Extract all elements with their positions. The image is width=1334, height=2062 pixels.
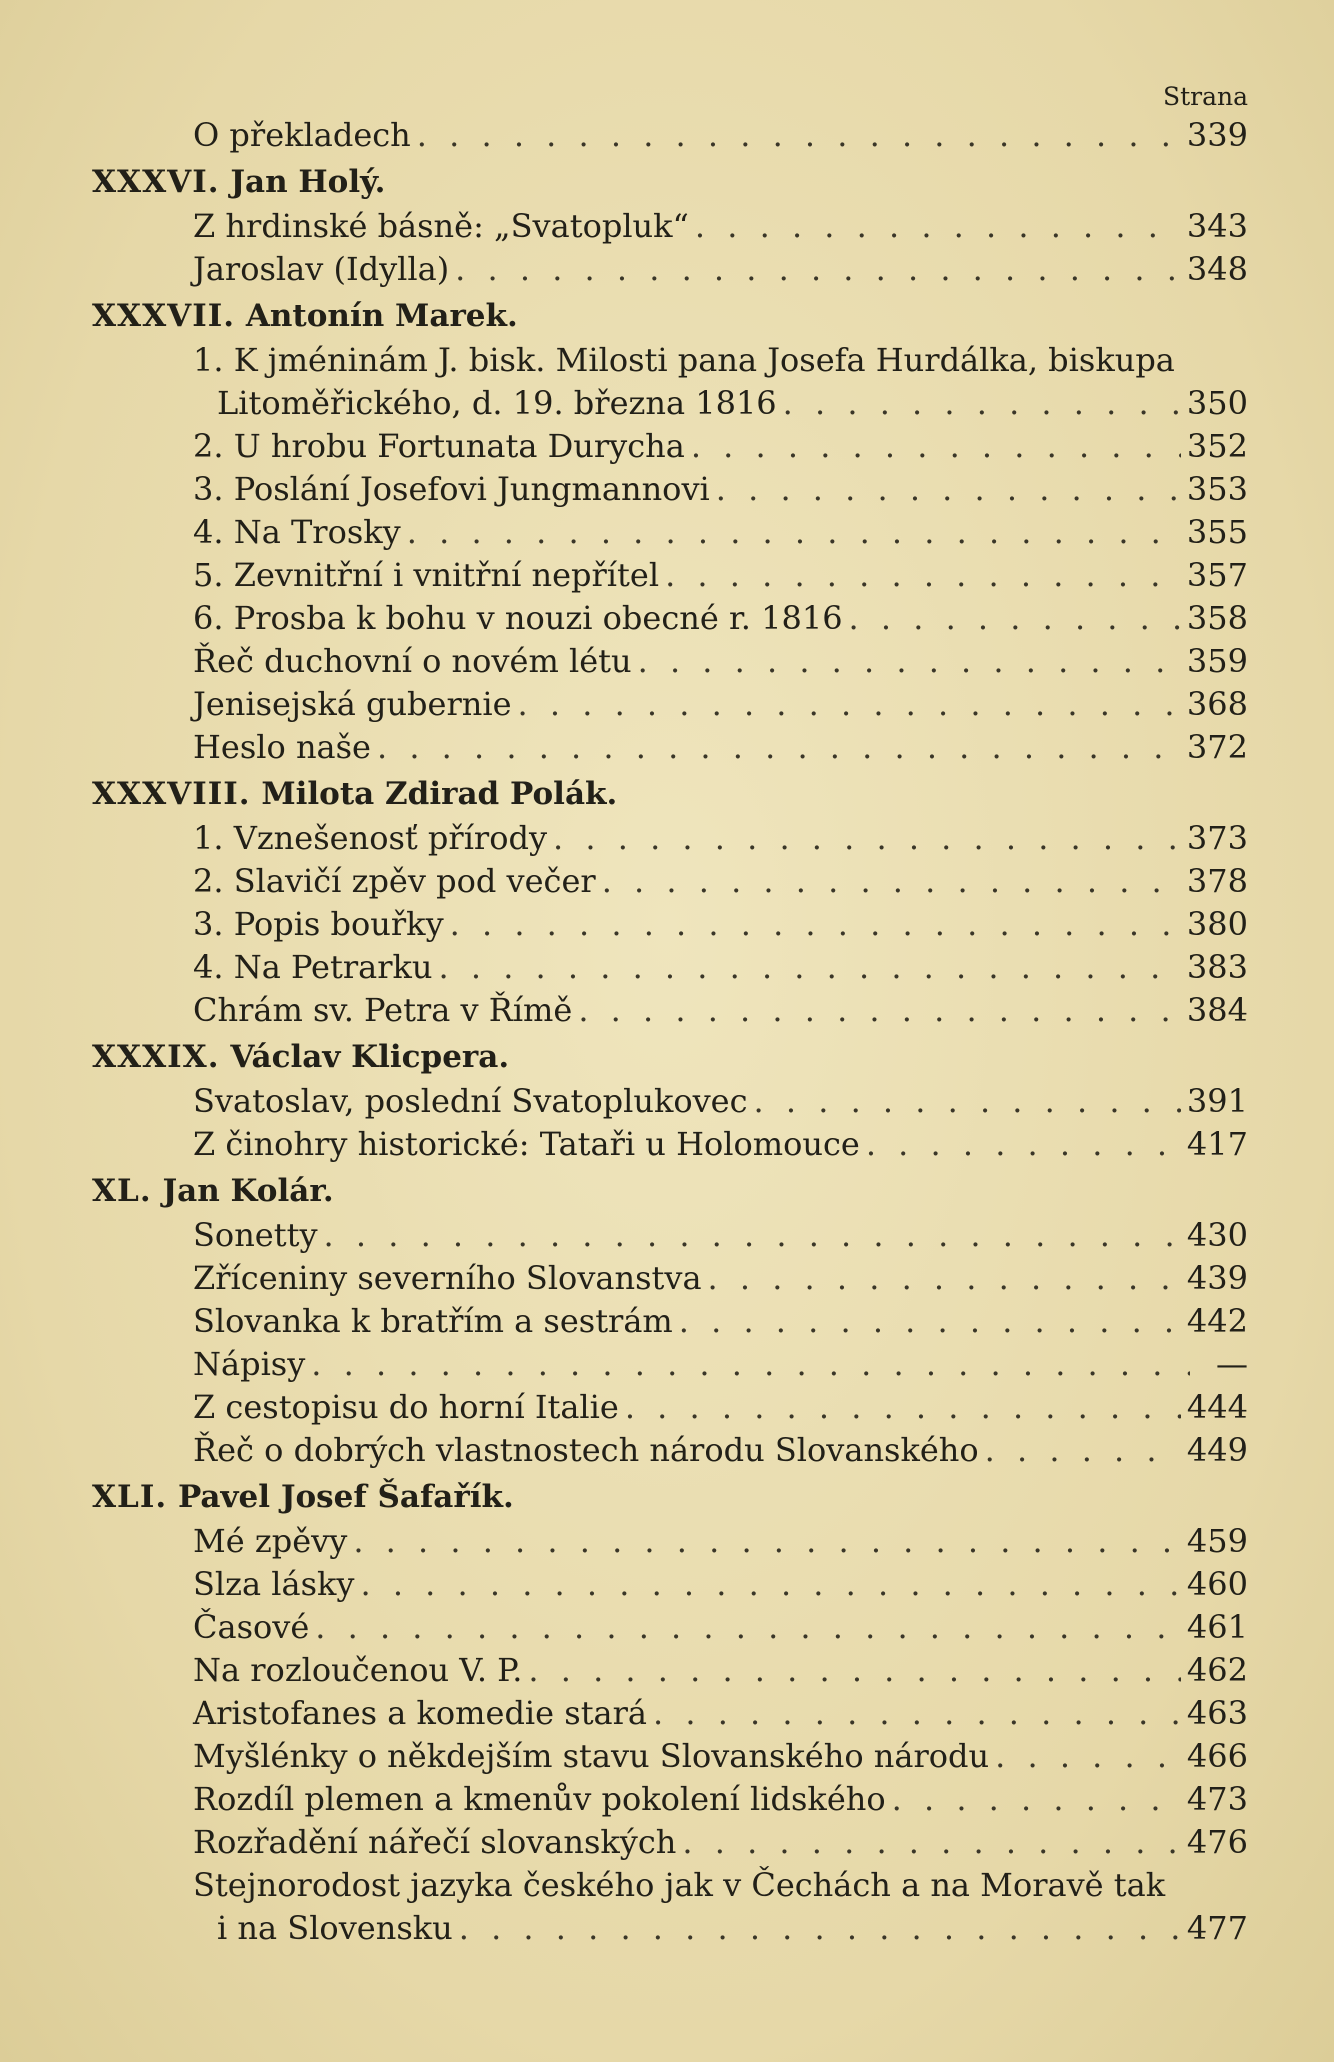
entry-title: 5. Zevnitřní i vnitřní nepřítel [193,556,660,594]
toc-entry [92,946,1282,989]
entry-page-number: 373 [1186,819,1248,857]
dot-leader [360,1563,1180,1606]
toc-entry [92,1429,1282,1472]
dot-leader [849,597,1181,640]
entry-title: O překladech [193,116,411,154]
dot-leader [866,1123,1181,1166]
toc-entry [92,1907,1282,1950]
toc-entry [92,1080,1282,1123]
section-number: XLI. [92,1479,168,1515]
section-number: XXXVIII. [92,776,251,812]
toc-entry-continued [92,339,1282,382]
dot-leader [716,468,1181,511]
entry-title: Myšlénky o někdejším stavu Slovanského národu [193,1737,990,1775]
toc-entry-continued [92,1864,1282,1907]
toc-entry [92,382,1282,425]
section-author: Antonín Marek. [245,298,518,334]
toc-entry [92,1821,1282,1864]
section-number: XL. [92,1173,152,1209]
entry-page-number: 460 [1186,1565,1248,1603]
dot-leader [439,946,1181,989]
entry-title: 2. Slavičí zpěv pod večer [193,862,596,900]
dot-leader [518,683,1181,726]
entry-title: Časové [193,1608,310,1646]
section-number: XXXVII. [92,298,236,334]
section-heading [92,772,1282,817]
section-heading [92,294,1282,339]
entry-page-number: 477 [1186,1909,1248,1947]
dot-leader [695,205,1181,248]
toc-entry [92,205,1282,248]
entry-page-number: 462 [1186,1651,1248,1689]
entry-title: 3. Popis bouřky [193,905,444,943]
toc-entry [92,1649,1282,1692]
entry-title: Litoměřického, d. 19. března 1816 [217,384,777,422]
dot-leader [638,640,1181,683]
toc-entry [92,1520,1282,1563]
dot-leader [682,1821,1181,1864]
table-of-contents [92,114,1282,1950]
dot-leader [459,1907,1181,1950]
entry-title: Z činohry historické: Tataři u Holomouce [193,1125,860,1163]
entry-title: Rozdíl plemen a kmenův pokolení lidského [193,1780,886,1818]
entry-title: Svatoslav, poslední Svatoplukovec [193,1082,748,1120]
entry-page-number: 348 [1186,250,1248,288]
section-heading [92,160,1282,205]
section-heading [92,1169,1282,1214]
entry-title: Sonetty [193,1216,318,1254]
toc-entry [92,1300,1282,1343]
dot-leader [691,425,1181,468]
toc-entry [92,425,1282,468]
dot-leader [995,1735,1181,1778]
entry-title: Stejnorodost jazyka českého jak v Čechách a na Moravě tak [193,1866,1166,1904]
entry-page-number: 358 [1186,599,1248,637]
entry-page-number: 352 [1186,427,1248,465]
toc-entry [92,640,1282,683]
entry-title: Slovanka k bratřím a sestrám [193,1302,673,1340]
entry-page-number: 459 [1186,1522,1248,1560]
dot-leader [311,1343,1190,1386]
entry-page-number: 355 [1186,513,1248,551]
section-number: XXXIX. [92,1039,220,1075]
entry-title: 4. Na Trosky [193,513,401,551]
entry-title: Chrám sv. Petra v Římě [193,991,573,1029]
entry-page-number: 384 [1186,991,1248,1029]
toc-entry [92,683,1282,726]
entry-title: Jenisejská gubernie [193,685,512,723]
dot-leader [417,114,1181,157]
dot-leader [679,1300,1181,1343]
dot-leader [665,554,1181,597]
dot-leader [377,726,1181,769]
entry-title: Aristofanes a komedie stará [193,1694,647,1732]
entry-page-number: 476 [1186,1823,1248,1861]
section-author: Jan Kolár. [162,1173,334,1209]
dot-leader [450,903,1181,946]
section-heading [92,1475,1282,1520]
dot-leader [892,1778,1181,1821]
toc-entry [92,114,1282,157]
toc-entry [92,1692,1282,1735]
entry-title: Řeč duchovní o novém létu [193,642,632,680]
dot-leader [578,989,1181,1032]
entry-page-number: 430 [1186,1216,1248,1254]
toc-entry [92,860,1282,903]
dot-leader [602,860,1181,903]
section-number: XXXVI. [92,164,220,200]
toc-entry [92,1606,1282,1649]
entry-page-number: 463 [1186,1694,1248,1732]
entry-page-number: 350 [1186,384,1248,422]
entry-page-number: 444 [1186,1388,1248,1426]
entry-title: 6. Prosba k bohu v nouzi obecné r. 1816 [193,599,843,637]
entry-title: Rozřadění nářečí slovanských [193,1823,677,1861]
entry-title: Nápisy [193,1345,306,1383]
toc-entry [92,1778,1282,1821]
dot-leader [353,1520,1181,1563]
entry-title: i na Slovensku [217,1909,453,1947]
toc-entry [92,1735,1282,1778]
entry-page-number: 383 [1186,948,1248,986]
section-author: Václav Klicpera. [230,1039,510,1075]
dot-leader [528,1649,1181,1692]
entry-page-number: 461 [1186,1608,1248,1646]
toc-entry [92,903,1282,946]
dot-leader [407,511,1181,554]
toc-entry [92,1563,1282,1606]
dot-leader [315,1606,1181,1649]
entry-page-number: 357 [1186,556,1248,594]
entry-page-number: 339 [1186,116,1248,154]
entry-title: 1. K jméninám J. bisk. Milosti pana Josefa Hurdálka, biskupa [193,341,1175,379]
entry-title: Heslo naše [193,728,371,766]
entry-title: 3. Poslání Josefovi Jungmannovi [193,470,710,508]
entry-page-number: 353 [1186,470,1248,508]
dot-leader [324,1214,1181,1257]
entry-title: Slza lásky [193,1565,355,1603]
section-heading [92,1035,1282,1080]
toc-entry [92,511,1282,554]
entry-page-number: 359 [1186,642,1248,680]
entry-page-number: 372 [1186,728,1248,766]
entry-page-number: 417 [1186,1125,1248,1163]
toc-entry [92,468,1282,511]
entry-page-number: 380 [1186,905,1248,943]
entry-page-number: 368 [1186,685,1248,723]
entry-title: Řeč o dobrých vlastnostech národu Slovanského [193,1431,979,1469]
toc-entry [92,1386,1282,1429]
entry-page-number: 449 [1186,1431,1248,1469]
toc-entry [92,1123,1282,1166]
toc-entry [92,989,1282,1032]
dot-leader [985,1429,1181,1472]
dot-leader [708,1257,1181,1300]
entry-title: Z cestopisu do horní Italie [193,1388,619,1426]
dot-leader [553,817,1181,860]
page-column-header: Strana [1162,82,1248,111]
entry-page-number: 473 [1186,1780,1248,1818]
dot-leader [783,382,1181,425]
entry-title: Mé zpěvy [193,1522,348,1560]
toc-entry [92,726,1282,769]
entry-title: Na rozloučenou V. P. [193,1651,523,1689]
section-author: Pavel Josef Šafařík. [177,1479,514,1515]
entry-title: 4. Na Petrarku [193,948,433,986]
entry-page-number: 466 [1186,1737,1248,1775]
entry-page-number: 391 [1186,1082,1248,1120]
toc-entry [92,248,1282,291]
entry-title: 1. Vznešenosť přírody [193,819,548,857]
entry-title: 2. U hrobu Fortunata Durycha [193,427,685,465]
entry-page-number: 343 [1186,207,1248,245]
dot-leader [455,248,1181,291]
toc-entry [92,1257,1282,1300]
entry-page-number: 442 [1186,1302,1248,1340]
section-author: Jan Holý. [230,164,386,200]
toc-entry [92,597,1282,640]
toc-entry [92,817,1282,860]
dot-leader [653,1692,1181,1735]
entry-page-number: — [1216,1345,1248,1383]
entry-page-number: 378 [1186,862,1248,900]
entry-title: Z hrdinské básně: „Svatopluk“ [193,207,689,245]
dot-leader [754,1080,1181,1123]
toc-entry [92,1214,1282,1257]
entry-title: Jaroslav (Idylla) [193,250,450,288]
dot-leader [625,1386,1181,1429]
toc-entry [92,554,1282,597]
section-author: Milota Zdirad Polák. [261,776,618,812]
toc-entry [92,1343,1282,1386]
entry-title: Zříceniny severního Slovanstva [193,1259,702,1297]
entry-page-number: 439 [1186,1259,1248,1297]
